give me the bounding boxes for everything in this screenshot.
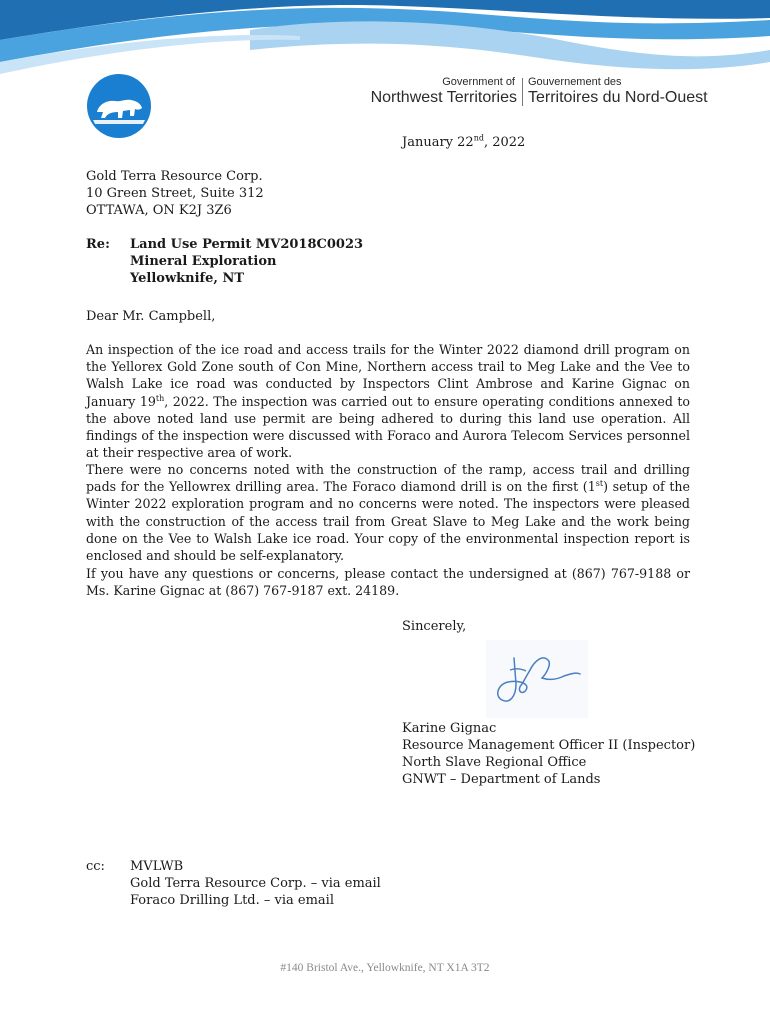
salutation: Dear Mr. Campbell, <box>86 309 216 324</box>
date-suffix: , 2022 <box>483 135 526 150</box>
cc-item: MVLWB <box>130 859 184 874</box>
signer-office: North Slave Regional Office <box>402 755 587 770</box>
gov-divider <box>522 78 523 106</box>
p2-sup: st <box>595 479 604 489</box>
recipient-line: Gold Terra Resource Corp. <box>86 169 263 184</box>
cc-item: Foraco Drilling Ltd. – via email <box>130 893 334 908</box>
paragraph-2 <box>86 461 690 564</box>
signer-name: Karine Gignac <box>402 721 497 736</box>
date-sup: nd <box>473 133 484 143</box>
p2-text-a: There were no concerns noted with the construction of the ramp, access trail and drilling pads for the Yellowrex drilling area. The Foraco diamond drill is on the first (1 <box>86 462 690 495</box>
cc-label: cc: <box>86 859 105 874</box>
signer-title: Resource Management Officer II (Inspector) <box>402 738 696 753</box>
p2-text-b: ) setup of the Winter 2022 exploration program and no concerns were noted. The inspectors were pleased with the construction of the access trail from Great Slave to Meg Lake and the work being done on the Vee to Walsh Lake ice road. Your copy of the environmental inspection report is enclosed and should be self-explanatory. <box>86 479 690 564</box>
gov-name-en <box>369 76 517 107</box>
cc-list <box>130 858 381 909</box>
re-line: Mineral Exploration <box>130 254 277 269</box>
recipient-address <box>86 168 264 219</box>
header-banner <box>0 0 770 80</box>
letter-date <box>402 134 525 151</box>
polar-bear-logo <box>85 72 153 140</box>
gov-name-fr <box>528 76 708 107</box>
footer-address: #140 Bristol Ave., Yellowknife, NT X1A 3T2 <box>280 962 490 974</box>
re-subject <box>130 236 363 287</box>
p1-text-b: , 2022. The inspection was carried out to ensure operating conditions annexed to the above noted land use permit are being adhered to during this land use operation. All findings of the inspection were discussed with Foraco and Aurora Telecom Services personnel at their respective area of work. <box>86 393 690 461</box>
p1-sup: th <box>155 393 165 403</box>
recipient-line: OTTAWA, ON K2J 3Z6 <box>86 203 232 218</box>
closing: Sincerely, <box>402 619 467 634</box>
gov-en-line2: Northwest Territories <box>370 89 517 106</box>
cc-item: Gold Terra Resource Corp. – via email <box>130 876 381 891</box>
p1-text-a: An inspection of the ice road and access trails for the Winter 2022 diamond drill program on the Yellorex Gold Zone south of Con Mine, Northern access trail to Meg Lake and the Vee to Walsh Lake ice road was conducted by Inspectors Clint Ambrose and Karine Gignac on January 19 <box>86 342 690 409</box>
gov-fr-line2: Territoires du Nord-Ouest <box>528 89 708 106</box>
paragraph-3: If you have any questions or concerns, please contact the undersigned at (867) 767-9188 or Ms. Karine Gignac at (867) 767-9187 ext. 24189. <box>86 566 690 599</box>
recipient-line: 10 Green Street, Suite 312 <box>86 186 264 201</box>
date-prefix: January 22 <box>402 135 474 150</box>
signer-block <box>402 720 695 788</box>
re-label: Re: <box>86 237 110 252</box>
re-line: Yellowknife, NT <box>130 271 245 286</box>
gov-fr-line1: Gouvernement des <box>528 76 622 88</box>
signer-department: GNWT – Department of Lands <box>402 772 601 787</box>
re-line: Land Use Permit MV2018C0023 <box>130 237 364 252</box>
paragraph-1 <box>86 341 690 461</box>
gov-en-line1: Government of <box>442 76 515 88</box>
handwritten-signature <box>486 640 588 718</box>
